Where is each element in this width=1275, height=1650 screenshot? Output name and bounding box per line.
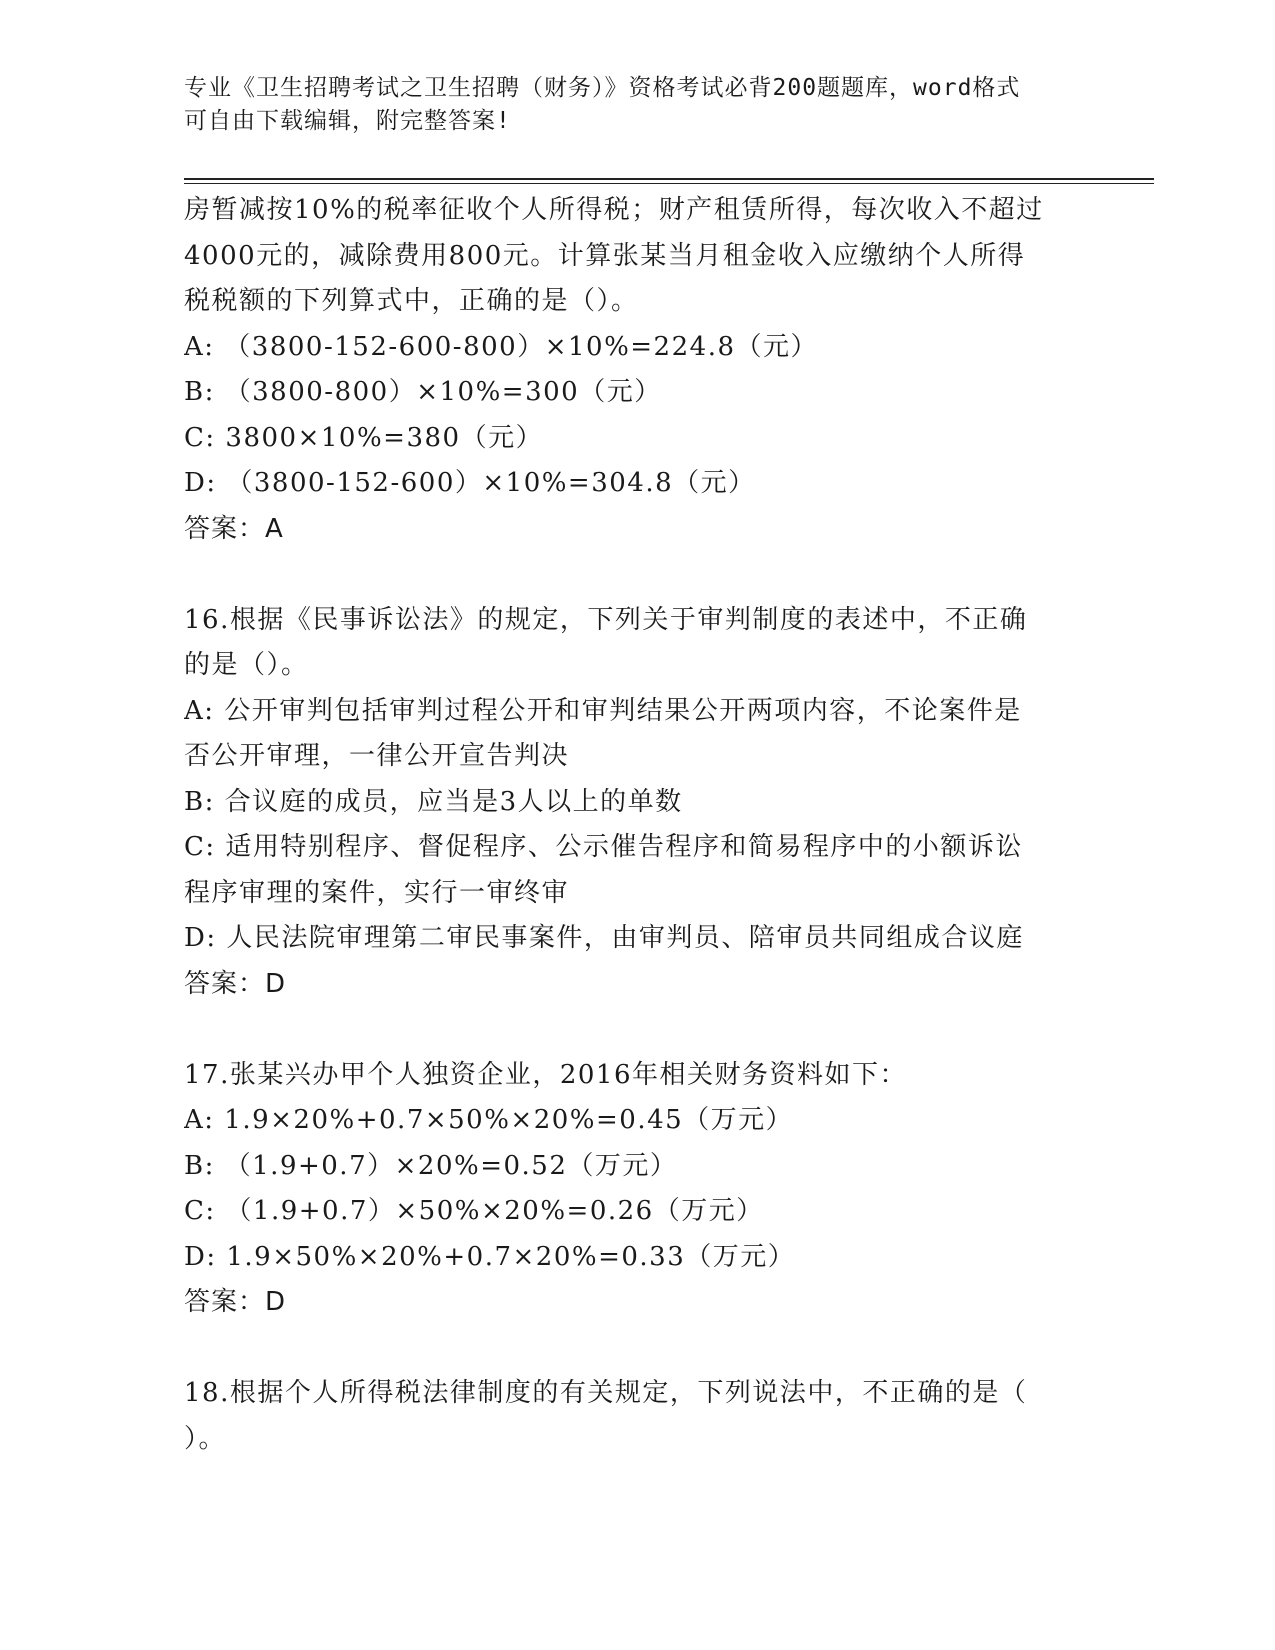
question-16-option-c-line-1: C: 适用特别程序、督促程序、公示催告程序和简易程序中的小额诉讼 bbox=[184, 832, 1023, 862]
question-17-answer: 答案：D bbox=[184, 1287, 287, 1317]
question-16-option-b: B: 合议庭的成员，应当是3人以上的单数 bbox=[184, 786, 683, 817]
question-15-option-d: D: （3800-152-600）×10%=304.8（元） bbox=[184, 468, 756, 498]
question-17-option-b: B: （1.9+0.7）×20%=0.52（万元） bbox=[184, 1150, 678, 1181]
header-line-1: 专业《卫生招聘考试之卫生招聘（财务）》资格考试必背200题题库，word格式 bbox=[184, 75, 1021, 101]
question-17-option-c: C: （1.9+0.7）×50%×20%=0.26（万元） bbox=[184, 1196, 764, 1226]
question-17-option-a: A: 1.9×20%+0.7×50%×20%=0.45（万元） bbox=[184, 1105, 794, 1135]
spacer bbox=[184, 552, 1084, 598]
question-16-stem-line-1: 16.根据《民事诉讼法》的规定，下列关于审判制度的表述中，不正确 bbox=[184, 604, 1028, 635]
question-16-option-a-line-1: A: 公开审判包括审判过程公开和审判结果公开两项内容，不论案件是 bbox=[184, 695, 1022, 726]
question-17-stem: 17.张某兴办甲个人独资企业，2016年相关财务资料如下： bbox=[184, 1059, 908, 1090]
question-15-option-b: B: （3800-800）×10%=300（元） bbox=[184, 377, 662, 407]
question-16-option-a-line-2: 否公开审理，一律公开宣告判决 bbox=[184, 741, 570, 771]
question-17-block bbox=[184, 1053, 1084, 1326]
question-15-answer: 答案：A bbox=[184, 513, 284, 544]
question-16-answer: 答案：D bbox=[184, 968, 287, 999]
question-15-stem-line-2: 4000元的，减除费用800元。计算张某当月租金收入应缴纳个人所得 bbox=[184, 240, 1026, 271]
question-17-option-d: D: 1.9×50%×20%+0.7×20%=0.33（万元） bbox=[184, 1241, 796, 1272]
question-15-stem-line-3: 税税额的下列算式中，正确的是（）。 bbox=[184, 286, 639, 316]
header-line-2: 可自由下载编辑，附完整答案! bbox=[184, 108, 511, 134]
question-16-option-d: D: 人民法院审理第二审民事案件，由审判员、陪审员共同组成合议庭 bbox=[184, 923, 1024, 953]
header-rule-thin bbox=[184, 183, 1154, 184]
question-15-block bbox=[184, 188, 1084, 552]
spacer bbox=[184, 1007, 1084, 1053]
question-15-stem-line-1: 房暂减按10%的税率征收个人所得税；财产租赁所得，每次收入不超过 bbox=[184, 195, 1044, 225]
question-16-option-c-line-2: 程序审理的案件，实行一审终审 bbox=[184, 877, 570, 908]
spacer bbox=[184, 1326, 1084, 1372]
question-15-option-c: C: 3800×10%=380（元） bbox=[184, 422, 544, 453]
document-header bbox=[184, 72, 1084, 138]
question-18-stem-line-2: ）。 bbox=[184, 1423, 227, 1454]
header-rule-thick bbox=[184, 178, 1154, 180]
question-16-stem-line-2: 的是（）。 bbox=[184, 650, 309, 680]
question-18-block bbox=[184, 1371, 1084, 1462]
question-18-stem-line-1: 18.根据个人所得税法律制度的有关规定，下列说法中，不正确的是（ bbox=[184, 1378, 1028, 1408]
question-16-block bbox=[184, 598, 1084, 1008]
question-15-option-a: A: （3800-152-600-800）×10%=224.8（元） bbox=[184, 331, 818, 362]
question-content bbox=[184, 188, 1084, 1462]
